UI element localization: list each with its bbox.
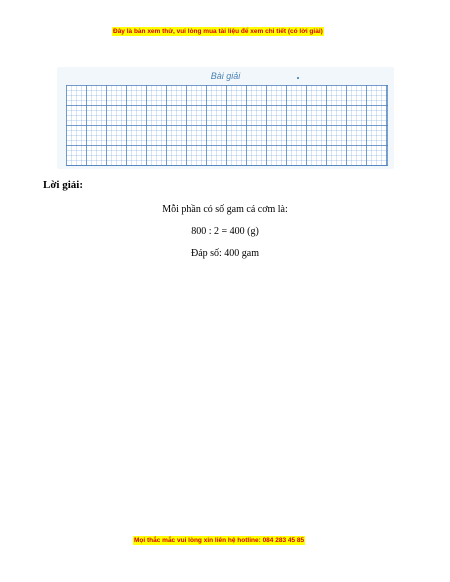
solution-label: Lời giải: <box>43 179 84 191</box>
hotline-contact-banner: Mọi thắc mắc vui lòng xin liên hệ hotline: 084 283 45 85 <box>134 537 305 544</box>
solution-answer-line: Đáp số: 400 gam <box>190 248 260 259</box>
preview-notice-banner: Đây là bản xem thử, vui lòng mua tài liệu để xem chi tiết (có lời giải) <box>113 28 323 35</box>
solution-line-2: 800 : 2 = 400 (g) <box>191 226 259 237</box>
decorative-dot <box>297 77 299 79</box>
answer-grid-box <box>57 67 394 169</box>
solution-line-1: Mỗi phần có số gam cá cơm là: <box>162 204 288 215</box>
writing-grid <box>66 85 388 166</box>
worksheet-title: Bài giải <box>210 71 241 81</box>
